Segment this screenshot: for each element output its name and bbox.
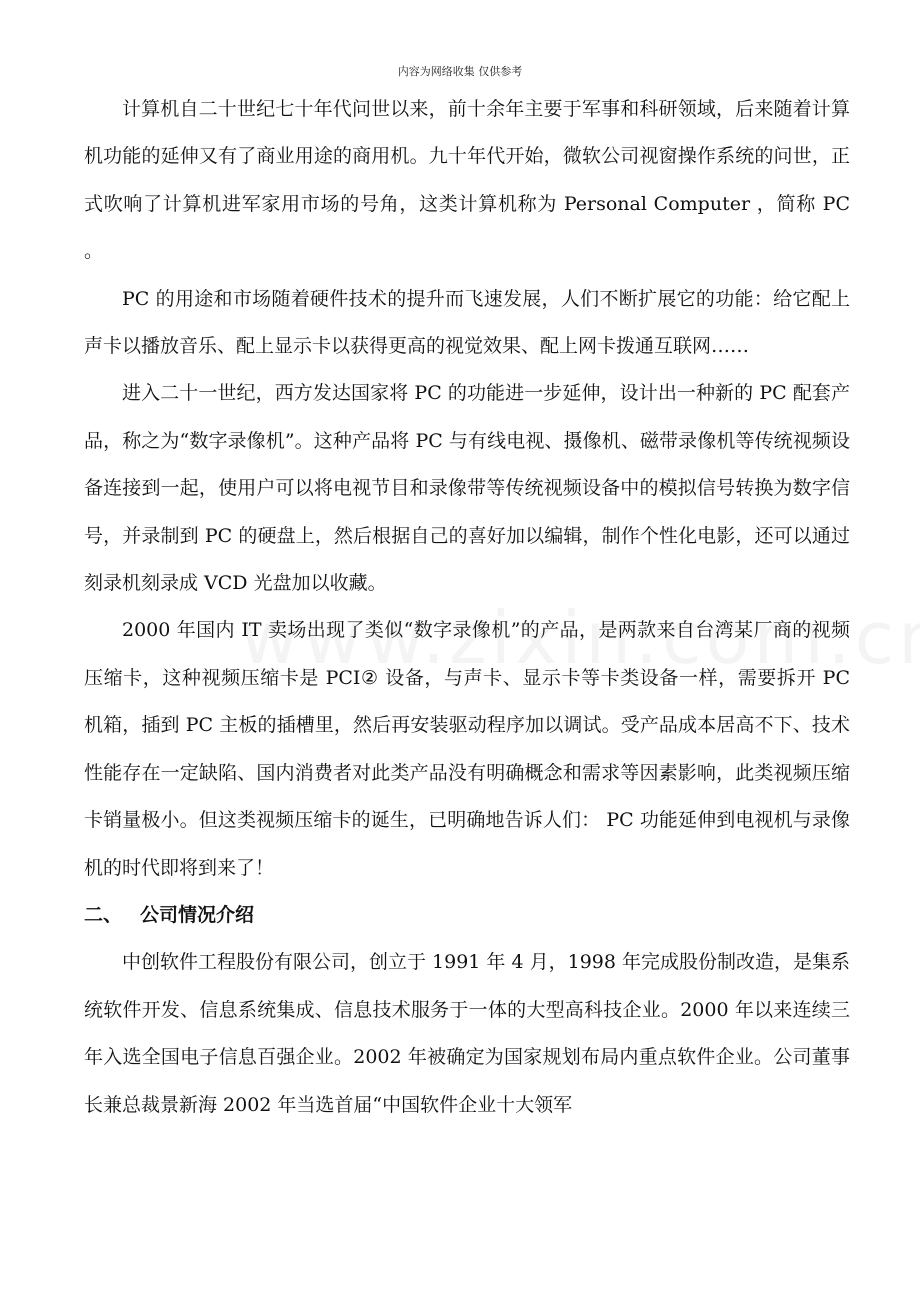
section-number: 二、 — [84, 903, 123, 926]
section-heading — [84, 892, 850, 939]
section-title: 公司情况介绍 — [140, 903, 255, 926]
document-body — [84, 86, 850, 1129]
paragraph-pc-history: 计算机自二十世纪七十年代问世以来，前十余年主要于军事和科研领域，后来随着计算机功能的延伸又有了商业用途的商用机。九十年代开始，微软公司视窗操作系统的问世，正式吹响了计算机进军家用市场的号角，这类计算机称为 Personal Computer ，简称 PC 。 — [84, 98, 850, 263]
paragraph-pc-uses: PC 的用途和市场随着硬件技术的提升而飞速发展，人们不断扩展它的功能：给它配上声卡以播放音乐、配上显示卡以获得更高的视觉效果、配上网卡拨通互联网…… — [84, 287, 850, 358]
paragraph-digital-recorder: 进入二十一世纪，西方发达国家将 PC 的功能进一步延伸，设计出一种新的 PC 配套产品，称之为“数字录像机”。这种产品将 PC 与有线电视、摄像机、磁带录像机等传统视频设备连接到一起，使用户可以将电视节目和录像带等传统视频设备中的模拟信号转换为数字信号，并录制到 PC 的硬盘上，然后根据自己的喜好加以编辑，制作个性化电影，还可以通过刻录机刻录成 VCD 光盘加以收藏。 — [84, 382, 850, 595]
page-header: 内容为网络收集 仅供参考 — [397, 65, 523, 78]
paragraph-company-intro: 中创软件工程股份有限公司，创立于 1991 年 4 月，1998 年完成股份制改造，是集系统软件开发、信息系统集成、信息技术服务于一体的大型高科技企业。2000 年以来连续三年入选全国电子信息百强企业。2002 年被确定为国家规划布局内重点软件企业。公司董事长兼总裁景新海 2002 年当选首届“中国软件企业十大领军 — [84, 951, 850, 1116]
paragraph-video-card: 2000 年国内 IT 卖场出现了类似“数字录像机”的产品，是两款来自台湾某厂商的视频压缩卡，这种视频压缩卡是 PCI② 设备，与声卡、显示卡等卡类设备一样，需要拆开 PC 机箱，插到 PC 主板的插槽里，然后再安装驱动程序加以调试。受产品成本居高不下、技术性能存在一定缺陷、国内消费者对此类产品没有明确概念和需求等因素影响，此类视频压缩卡销量极小。但这类视频压缩卡的诞生，已明确地告诉人们： PC 功能延伸到电视机与录像机的时代即将到来了！ — [84, 619, 850, 879]
